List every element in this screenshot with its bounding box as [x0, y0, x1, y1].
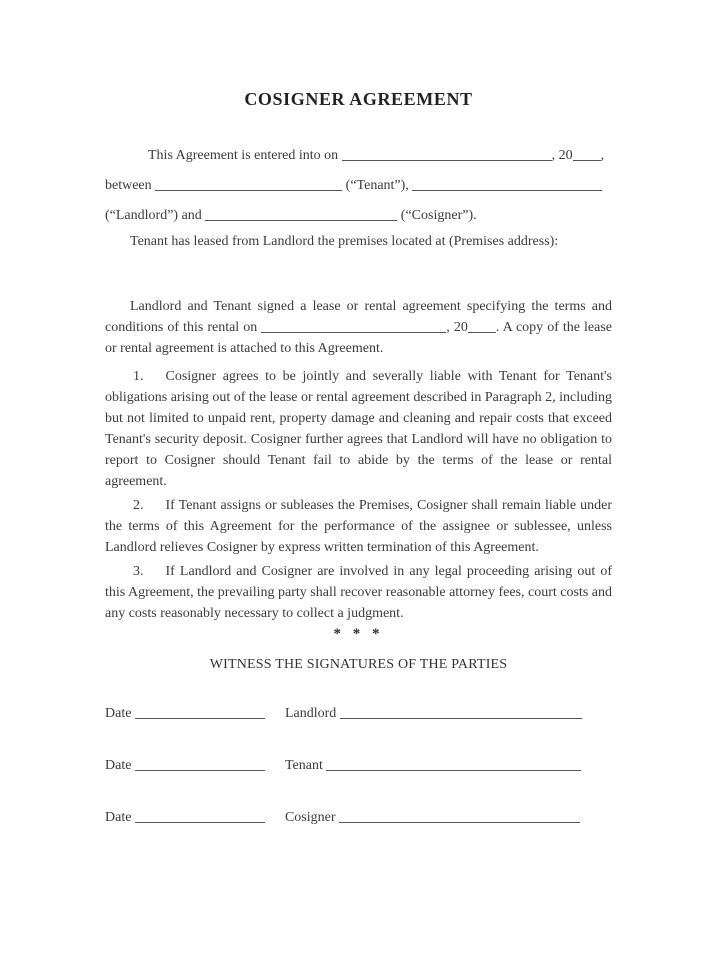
tenant-name-blank[interactable] — [155, 179, 342, 191]
cosigner-name-blank[interactable] — [205, 209, 397, 221]
tenant-date-line[interactable] — [135, 759, 265, 771]
clause-1 — [105, 366, 612, 492]
document-title: COSIGNER AGREEMENT — [244, 89, 473, 109]
cosigner-label: Cosigner — [284, 810, 336, 825]
rental-year-blank[interactable] — [468, 321, 496, 333]
landlord-signature-line[interactable] — [340, 707, 582, 719]
lease-paragraph-end-text: . A copy of the lease or rental agreement is attached to this Agreement. — [105, 320, 613, 356]
clause-2 — [105, 495, 612, 558]
intro-line-1-text: This Agreement is entered into on — [148, 148, 339, 163]
date-label: Date — [105, 810, 132, 825]
premises-paragraph: Tenant has leased from Landlord the premises located at (Premises address): — [130, 234, 559, 249]
lease-paragraph-year-text: , 20 — [446, 320, 468, 335]
intro-line-2-text: between — [105, 178, 152, 193]
cosigner-signature-row — [105, 807, 612, 828]
tenant-designation-text: (“Tenant”), — [345, 178, 409, 193]
intro-line-2 — [105, 171, 612, 201]
agreement-year-blank[interactable] — [573, 149, 601, 161]
witness-heading: WITNESS THE SIGNATURES OF THE PARTIES — [209, 657, 508, 672]
landlord-designation-text: (“Landlord”) and — [105, 208, 202, 223]
landlord-signature-row — [105, 703, 612, 724]
clause-2-number: 2. — [133, 498, 144, 513]
landlord-label: Landlord — [284, 706, 337, 721]
clause-1-text: Cosigner agrees to be jointly and severally liable with Tenant for Tenant's obligations arising out of the lease or rental agreement described in Paragraph 2, including but not limited to unpaid rent, property damage and cleaning and repair costs that exceed Tenant's security deposit. Cosigner further agrees that Landlord will have no obligation to report to Cosigner should Tenant fail to abide by the terms of the lease or rental agreement. — [105, 369, 612, 489]
tenant-signature-line[interactable] — [326, 759, 581, 771]
intro-line-1-end-text: , — [600, 148, 605, 163]
lease-paragraph-text: Landlord and Tenant signed a lease or rental agreement specifying the terms and conditions of this rental on — [105, 299, 612, 335]
tenant-signature-row — [105, 755, 612, 776]
clause-3 — [105, 561, 612, 624]
tenant-label: Tenant — [284, 758, 323, 773]
cosigner-date-line[interactable] — [135, 811, 265, 823]
intro-line-1-year-text: , 20 — [551, 148, 573, 163]
rental-date-blank[interactable] — [261, 321, 446, 333]
intro-line-1 — [105, 141, 612, 171]
intro-clause — [105, 141, 612, 231]
landlord-name-blank[interactable] — [412, 179, 602, 191]
intro-line-3 — [105, 201, 612, 231]
landlord-date-line[interactable] — [135, 707, 265, 719]
clause-3-number: 3. — [133, 564, 144, 579]
date-label: Date — [105, 758, 132, 773]
agreement-date-blank[interactable] — [342, 149, 552, 161]
clause-1-number: 1. — [133, 369, 144, 384]
clause-2-text: If Tenant assigns or subleases the Premises, Cosigner shall remain liable under the terms of this Agreement for the performance of the assignee or sublessee, unless Landlord relieves Cosigner by express written termination of this Agreement. — [105, 498, 612, 555]
signature-block — [105, 703, 612, 828]
cosigner-designation-text: (“Cosigner”). — [400, 208, 477, 223]
cosigner-signature-line[interactable] — [339, 811, 580, 823]
lease-paragraph — [105, 296, 612, 359]
section-separator: * * * — [333, 626, 384, 642]
clause-3-text: If Landlord and Cosigner are involved in any legal proceeding arising out of this Agreement, the prevailing party shall recover reasonable attorney fees, court costs and any costs reasonably necessary to collect a judgment. — [105, 564, 612, 621]
date-label: Date — [105, 706, 132, 721]
